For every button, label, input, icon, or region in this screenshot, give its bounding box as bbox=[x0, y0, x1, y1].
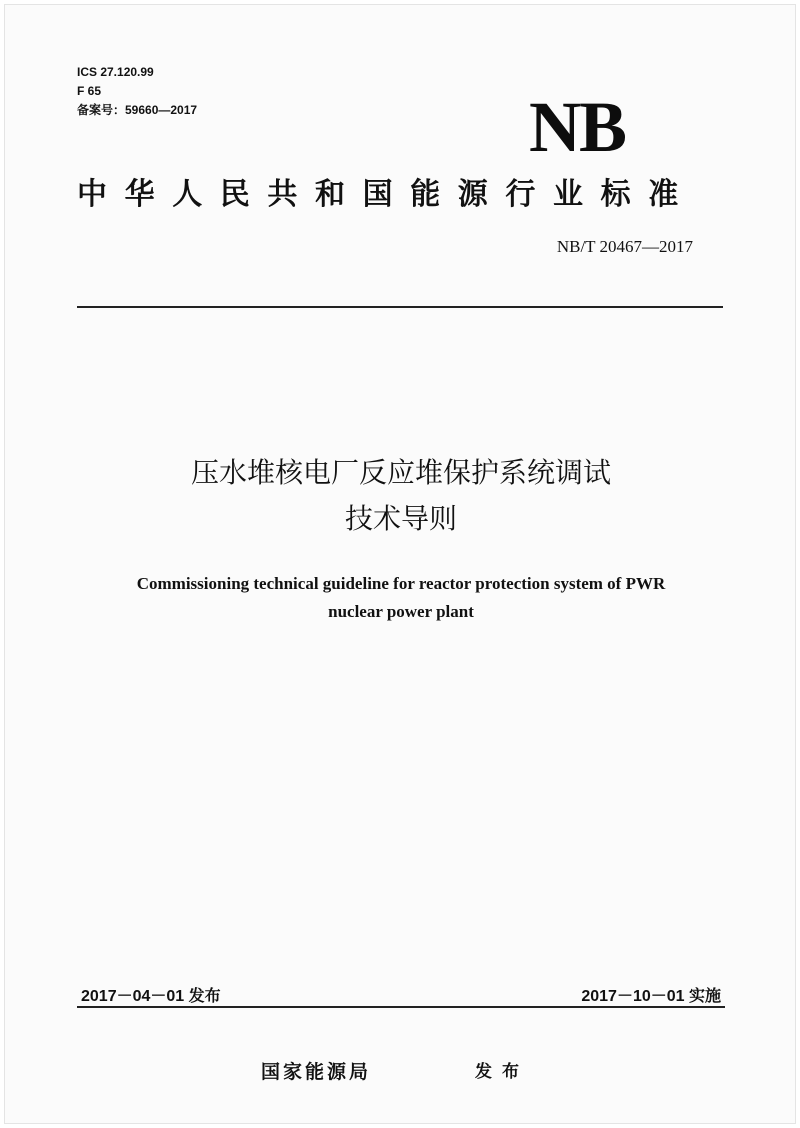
standard-category-title: 中华人民共和国能源行业标准 bbox=[77, 177, 696, 212]
issue-date: 2017－04－01 发布 bbox=[81, 988, 221, 1005]
english-title-line-2: nuclear power plant bbox=[328, 602, 474, 621]
classification-block bbox=[77, 63, 197, 120]
implementation-date: 2017－10－01 实施 bbox=[581, 988, 721, 1005]
record-number: 备案号：59660—2017 bbox=[77, 103, 198, 117]
footer-divider bbox=[77, 1006, 725, 1008]
standard-number: NB/T 20467—2017 bbox=[556, 237, 693, 256]
chinese-title-line-2: 技术导则 bbox=[344, 502, 457, 535]
ccs-code: F 65 bbox=[77, 84, 102, 98]
document-page bbox=[4, 4, 796, 1124]
chinese-title-line-1: 压水堆核电厂反应堆保护系统调试 bbox=[190, 456, 611, 489]
english-title-line-1: Commissioning technical guideline for reactor protection system of PWR bbox=[136, 574, 666, 593]
publisher-name: 国家能源局 bbox=[261, 1061, 372, 1083]
ics-code: ICS 27.120.99 bbox=[77, 65, 154, 79]
header-divider bbox=[77, 306, 723, 308]
nb-logo: NB bbox=[529, 87, 626, 167]
publish-label: 发布 bbox=[475, 1062, 529, 1082]
